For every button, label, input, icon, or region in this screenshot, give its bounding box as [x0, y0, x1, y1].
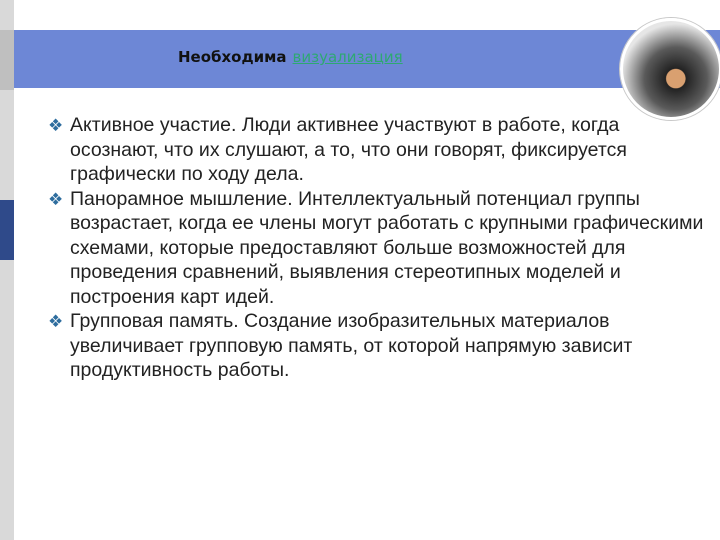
handshake-photo: [620, 18, 720, 120]
list-item: [48, 309, 710, 383]
bullet-text: Панорамное мышление. Интеллектуальный потенциал группы возрастает, когда ее члены могут работать с крупными графическими схемами, которые предоставляют больше возможностей для проведения сравнений, выявления стереотипных моделей и построения карт идей.: [70, 187, 704, 308]
left-decor-accent: [0, 30, 14, 90]
bullet-text: Активное участие. Люди активнее участвуют в работе, когда осознают, что их слушают, а то, что они говорят, фиксируется графически по ходу дела.: [70, 114, 627, 185]
left-decor-accent-dark: [0, 200, 14, 260]
left-decor-bar: [0, 0, 14, 540]
slide-title: [178, 48, 403, 66]
list-item: [48, 187, 710, 310]
bullet-list: [48, 113, 710, 383]
list-item: [48, 113, 710, 187]
bullet-text: Групповая память. Создание изобразительных материалов увеличивает групповую память, от которой напрямую зависит продуктивность работы.: [70, 310, 633, 381]
title-link[interactable]: визуализация: [292, 48, 403, 66]
title-text: Необходима: [178, 48, 287, 66]
diamond-bullet-icon: ❖: [48, 189, 64, 209]
diamond-bullet-icon: ❖: [48, 312, 64, 331]
diamond-bullet-icon: ❖: [48, 116, 64, 135]
